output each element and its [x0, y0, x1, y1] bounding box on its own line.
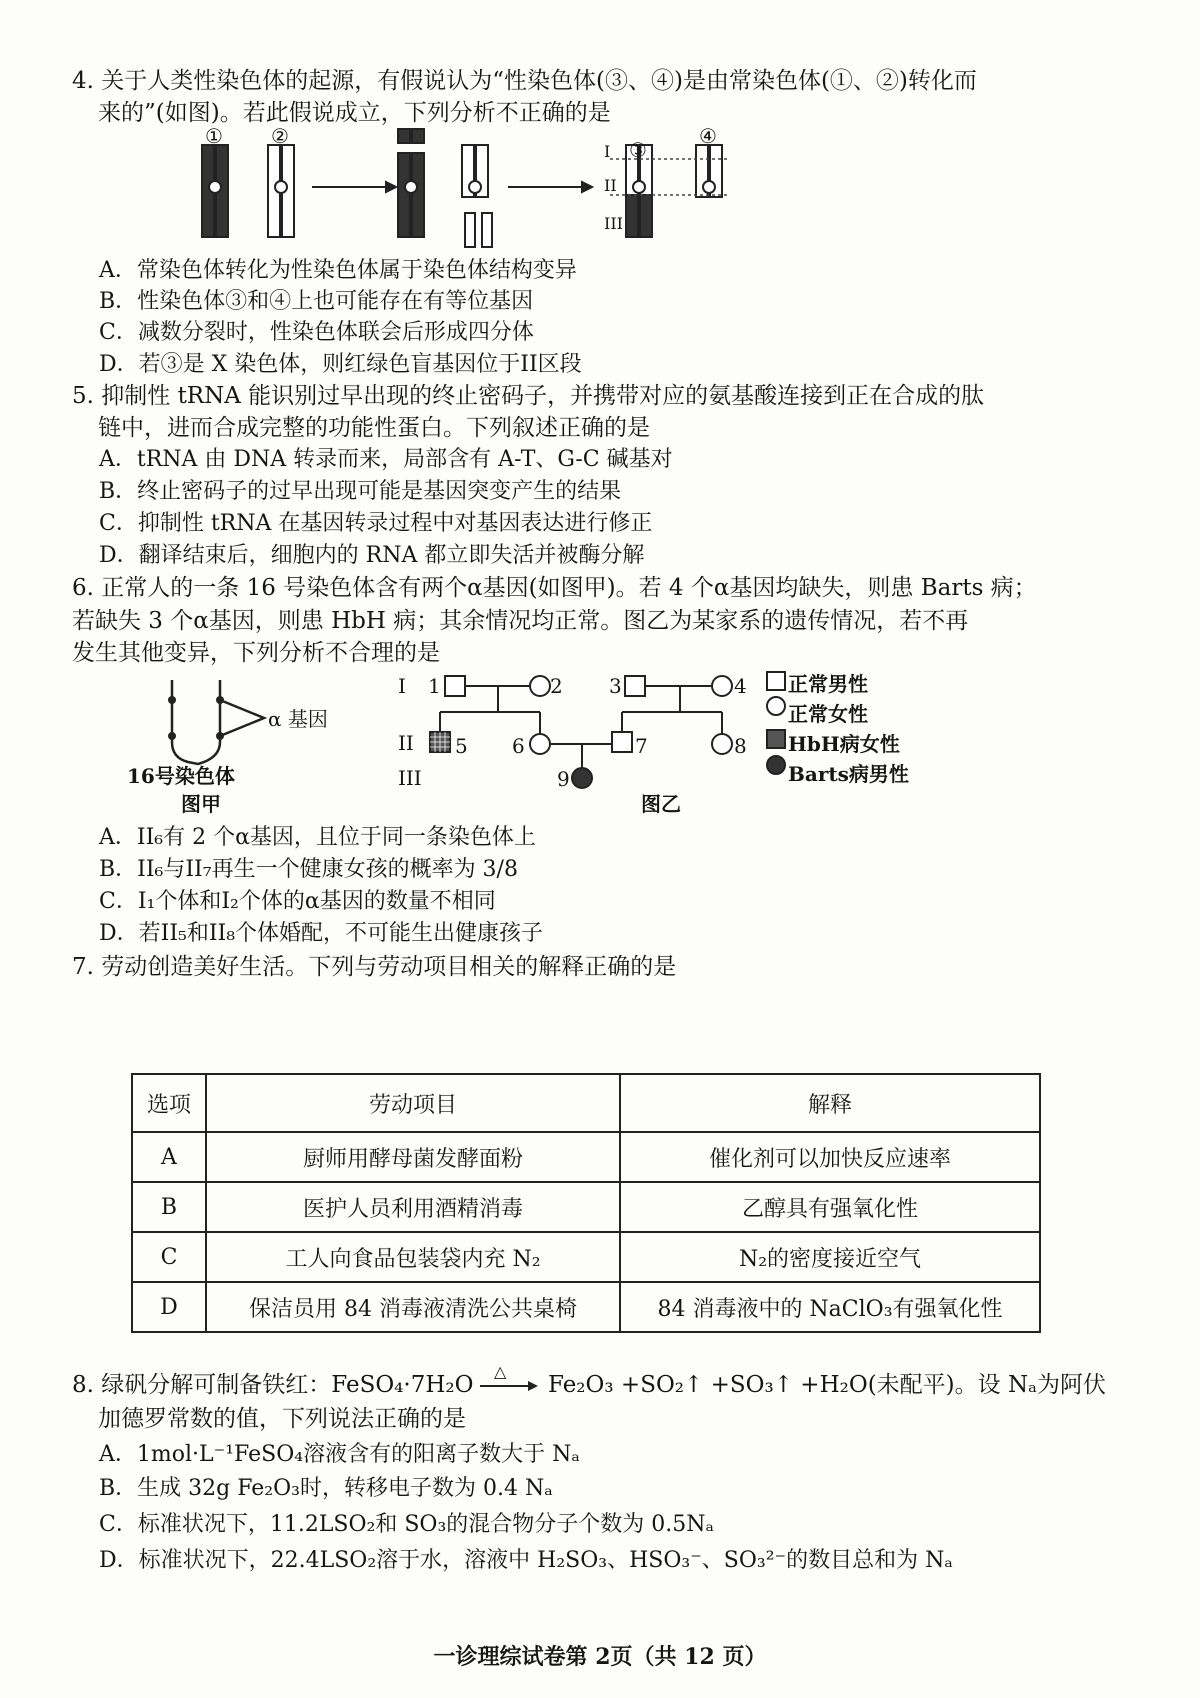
generation-1-label: I [398, 674, 406, 698]
pedigree-individual-8 [712, 734, 732, 754]
pedigree-number-6: 6 [512, 734, 525, 758]
q6-option-b: B．II₆与II₇再生一个健康女孩的概率为 3/8 [99, 857, 518, 882]
q8-stem-line1-b: Fe₂O₃ +SO₂↑ +SO₃↑ +H₂O(未配平)。设 Nₐ为阿伏 [548, 1372, 1106, 1398]
q7-table [131, 1073, 1041, 1333]
pedigree-individual-3 [625, 676, 645, 696]
chromosome-16-label: 16号染色体 [127, 764, 235, 788]
q8-option-c: C．标准状况下，11.2LSO₂和 SO₃的混合物分子个数为 0.5Nₐ [99, 1512, 714, 1537]
row-explanation: 84 消毒液中的 NaClO₃有强氧化性 [620, 1282, 1040, 1332]
q5-stem-line2: 链中，进而合成完整的功能性蛋白。下列叙述正确的是 [98, 415, 650, 441]
label-chromosome-2: ② [271, 124, 289, 148]
pedigree-individual-9 [572, 768, 592, 788]
pedigree-number-8: 8 [734, 734, 747, 758]
q6-option-c: C．I₁个体和I₂个体的α基因的数量不相同 [99, 889, 496, 914]
row-explanation: N₂的密度接近空气 [620, 1232, 1040, 1282]
page-footer: 一诊理综试卷第 2页（共 12 页） [433, 1644, 767, 1670]
table-row [132, 1232, 1040, 1282]
row-explanation: 催化剂可以加快反应速率 [620, 1132, 1040, 1182]
legend-barts-male: Barts病男性 [788, 762, 909, 786]
q6-stem-line1: 6. 正常人的一条 16 号染色体含有两个α基因(如图甲)。若 4 个α基因均缺失，则患 Barts 病； [72, 575, 1037, 601]
header-option: 选项 [132, 1074, 206, 1132]
generation-3-label: III [398, 766, 422, 790]
q5-option-b: B．终止密码子的过早出现可能是基因突变产生的结果 [99, 479, 622, 504]
row-labor-item: 工人向食品包装袋内充 N₂ [206, 1232, 620, 1282]
row-option: A [132, 1132, 206, 1182]
label-chromosome-3: ③ [629, 138, 647, 162]
pedigree-number-2: 2 [550, 674, 563, 698]
pedigree-individual-7 [612, 732, 632, 752]
q7-stem: 7. 劳动创造美好生活。下列与劳动项目相关的解释正确的是 [72, 954, 677, 980]
pedigree-legend-symbols [764, 668, 790, 778]
row-option: D [132, 1282, 206, 1332]
label-chromosome-4: ④ [699, 124, 717, 148]
pedigree-individual-6 [530, 734, 550, 754]
region-label-3: III [604, 214, 623, 233]
q6-option-a: A．II₆有 2 个α基因，且位于同一条染色体上 [99, 825, 536, 850]
q8-option-b: B．生成 32g Fe₂O₃时，转移电子数为 0.4 Nₐ [99, 1476, 553, 1501]
pedigree-number-5: 5 [455, 734, 468, 758]
q6-stem-line3: 发生其他变异，下列分析不合理的是 [72, 640, 440, 666]
q5-option-c: C．抑制性 tRNA 在基因转录过程中对基因表达进行修正 [99, 511, 653, 536]
generation-2-label: II [398, 731, 414, 755]
pedigree-individual-1 [445, 676, 465, 696]
pedigree-number-3: 3 [609, 674, 622, 698]
legend-normal-female: 正常女性 [788, 702, 868, 726]
pedigree-number-1: 1 [428, 674, 441, 698]
row-option: B [132, 1182, 206, 1232]
pedigree-number-7: 7 [635, 734, 648, 758]
legend-normal-male: 正常男性 [788, 672, 868, 696]
alpha-gene-label: α 基因 [268, 707, 328, 731]
q4-option-b: B．性染色体③和④上也可能存在有等位基因 [99, 289, 534, 314]
q6-option-d: D．若II₅和II₈个体婚配，不可能生出健康孩子 [99, 921, 544, 946]
q5-option-d: D．翻译结束后，细胞内的 RNA 都立即失活并被酶分解 [99, 543, 645, 568]
q4-stem-line1: 4. 关于人类性染色体的起源，有假说认为“性染色体(③、④)是由常染色体(①、②)转化而 [72, 68, 977, 94]
table-row [132, 1182, 1040, 1232]
q4-option-d: D．若③是 X 染色体，则红绿色盲基因位于II区段 [99, 352, 582, 377]
row-labor-item: 厨师用酵母菌发酵面粉 [206, 1132, 620, 1182]
row-labor-item: 保洁员用 84 消毒液清洗公共桌椅 [206, 1282, 620, 1332]
q6-stem-line2: 若缺失 3 个α基因，则患 HbH 病；其余情况均正常。图乙为某家系的遗传情况，若不再 [72, 608, 969, 634]
q8-option-d: D．标准状况下，22.4LSO₂溶于水，溶液中 H₂SO₃、HSO₃⁻、SO₃²⁻的数目总和为 Nₐ [99, 1548, 953, 1573]
pedigree-individual-2 [530, 676, 550, 696]
q8-option-a: A．1mol·L⁻¹FeSO₄溶液含有的阳离子数大于 Nₐ [99, 1442, 580, 1467]
q4-option-c: C．减数分裂时，性染色体联会后形成四分体 [99, 320, 534, 345]
pedigree-number-9: 9 [557, 767, 570, 791]
label-chromosome-1: ① [205, 124, 223, 148]
row-labor-item: 医护人员利用酒精消毒 [206, 1182, 620, 1232]
heating-arrow [476, 1364, 540, 1394]
heat-symbol: △ [494, 1362, 507, 1381]
q8-stem-line1-a: 8. 绿矾分解可制备铁红：FeSO₄·7H₂O [72, 1372, 474, 1398]
q4-option-a: A．常染色体转化为性染色体属于染色体结构变异 [99, 258, 577, 283]
q8-stem-line2: 加德罗常数的值，下列说法正确的是 [98, 1406, 466, 1432]
figure-b-pedigree [400, 668, 760, 798]
region-label-1: I [604, 142, 611, 161]
q4-stem-line2: 来的”(如图)。若此假说成立，下列分析不正确的是 [98, 100, 611, 126]
q5-option-a: A．tRNA 由 DNA 转录而来，局部含有 A-T、G-C 碱基对 [99, 447, 673, 472]
row-explanation: 乙醇具有强氧化性 [620, 1182, 1040, 1232]
table-header-row [132, 1074, 1040, 1132]
figure-b-caption: 图乙 [641, 792, 681, 816]
figure-a-caption: 图甲 [181, 792, 221, 816]
pedigree-number-4: 4 [734, 674, 747, 698]
header-labor-item: 劳动项目 [206, 1074, 620, 1132]
q5-stem-line1: 5. 抑制性 tRNA 能识别过早出现的终止密码子，并携带对应的氨基酸连接到正在合成的肽 [72, 383, 985, 409]
region-label-2: II [604, 176, 617, 195]
legend-hbh-female: HbH病女性 [788, 732, 900, 756]
table-row [132, 1132, 1040, 1182]
table-row [132, 1282, 1040, 1332]
header-explanation: 解释 [620, 1074, 1040, 1132]
row-option: C [132, 1232, 206, 1282]
pedigree-individual-4 [712, 676, 732, 696]
